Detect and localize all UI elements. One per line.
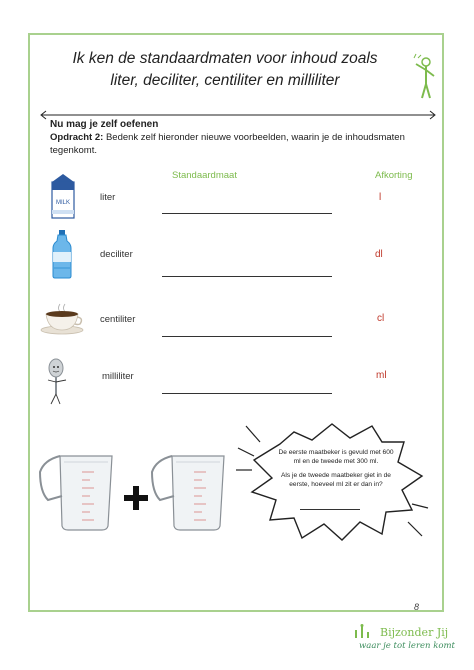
unit-label-milliliter: milliliter — [102, 371, 134, 382]
milk-carton-icon — [48, 172, 78, 220]
bubble-line-1: De eerste maatbeker is gevuld met 600 ml en de tweede met 300 ml. — [278, 449, 394, 465]
measuring-jug-1-icon — [38, 452, 120, 532]
answer-line-centiliter[interactable] — [162, 336, 332, 337]
exercise-text: Bedenk zelf hieronder nieuwe voorbeelden, waarin je de inhoudsmaten tegenkomt. — [50, 132, 405, 156]
column-abbreviation-heading: Afkorting — [375, 170, 413, 181]
page-title — [60, 48, 390, 92]
exercise-instruction — [50, 131, 440, 157]
answer-line-milliliter[interactable] — [162, 393, 332, 394]
logo-icon — [352, 624, 378, 640]
logo-name: Bijzonder Jij — [380, 626, 449, 639]
coffee-cup-icon — [40, 302, 86, 336]
exercise-subheading: Nu mag je zelf oefenen — [50, 119, 159, 130]
plus-icon — [122, 484, 150, 512]
abbr-milliliter: ml — [376, 370, 387, 381]
answer-line-deciliter[interactable] — [162, 276, 332, 277]
exercise-label: Opdracht 2: — [50, 132, 104, 143]
unit-label-liter: liter — [100, 192, 116, 203]
title-line-1: Ik ken de standaardmaten voor inhoud zoals — [72, 50, 378, 67]
unit-label-deciliter: deciliter — [100, 249, 133, 260]
bubble-text — [278, 449, 394, 489]
logo-tagline: waar je tot leren komt — [359, 641, 455, 651]
abbr-deciliter-visible: dl — [375, 249, 383, 260]
column-standard-heading: Standaardmaat — [172, 170, 237, 181]
answer-line-liter[interactable] — [162, 213, 332, 214]
page-number: 8 — [414, 602, 420, 612]
svg-text:MILK: MILK — [55, 200, 71, 206]
title-line-2: liter, deciliter, centiliter en milliliter — [110, 72, 340, 89]
spoon-character-icon — [42, 358, 72, 408]
abbr-liter: l — [379, 192, 382, 203]
bubble-answer-line[interactable] — [300, 509, 360, 510]
water-bottle-icon — [50, 228, 74, 280]
teacher-icon — [410, 52, 440, 100]
measuring-jug-2-icon — [150, 452, 232, 532]
abbr-centiliter: cl — [377, 313, 385, 324]
unit-label-centiliter: centiliter — [100, 314, 136, 325]
bubble-line-2: Als je de tweede maatbeker giet in de eerste, hoeveel ml zit er dan in? — [281, 472, 391, 488]
